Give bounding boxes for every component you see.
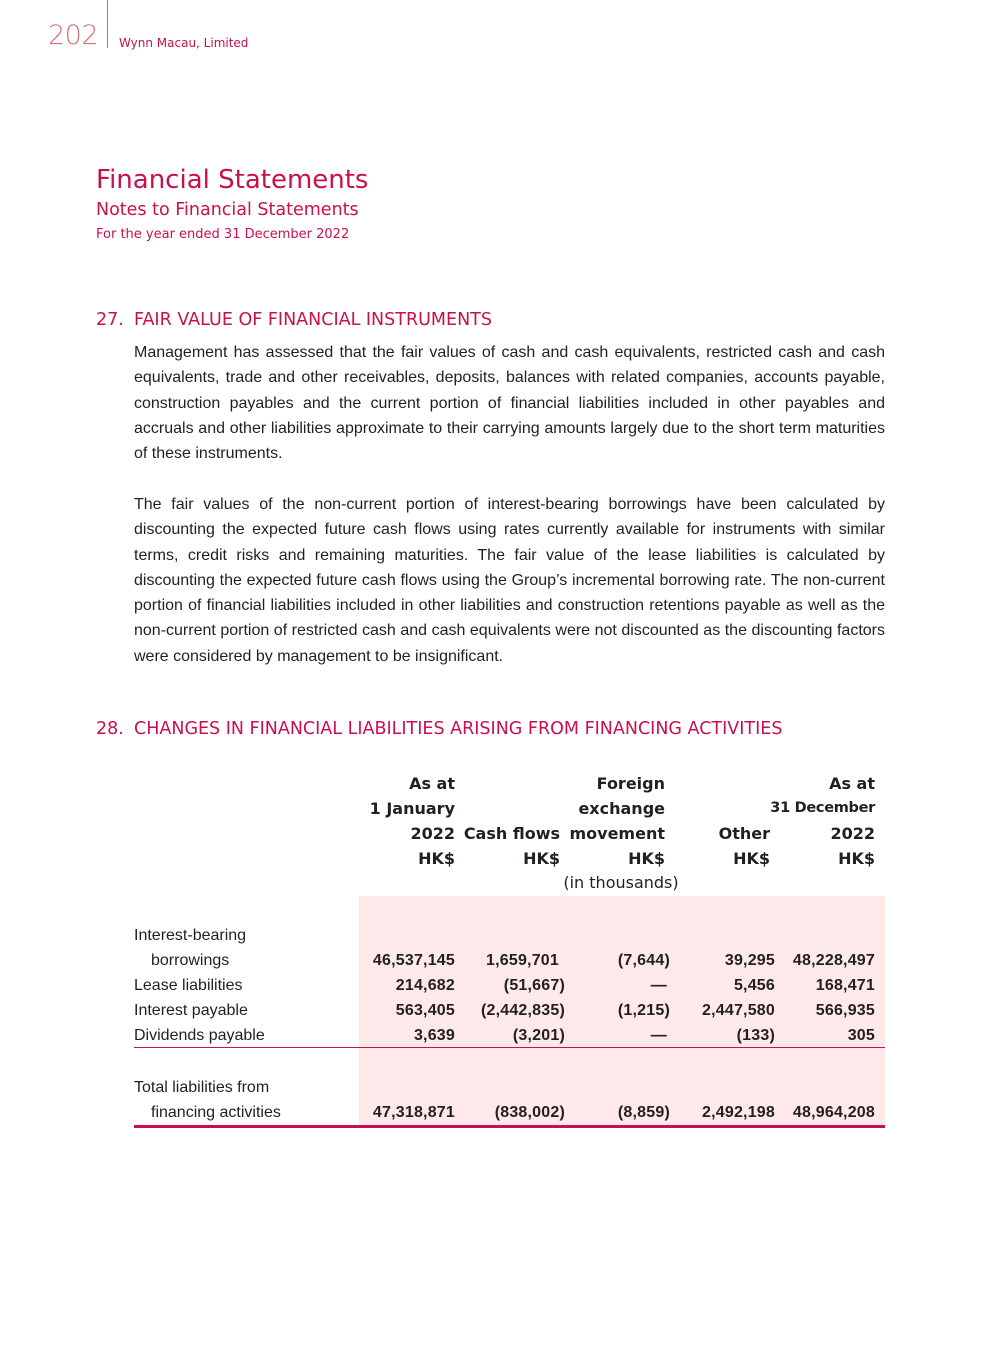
total-other: 2,492,198 bbox=[702, 1104, 775, 1121]
cell-closing: 566,935 bbox=[815, 1002, 875, 1019]
total-fx: (8,859) bbox=[617, 1104, 670, 1121]
header-line: exchange bbox=[578, 799, 665, 818]
section-number: 28. bbox=[96, 719, 124, 739]
header-divider bbox=[107, 0, 108, 48]
column-header-closing-balance bbox=[755, 771, 875, 871]
cell-fx: — bbox=[650, 1027, 667, 1044]
total-rule bbox=[134, 1125, 885, 1128]
page-subtitle: Notes to Financial Statements bbox=[96, 200, 359, 220]
cell-cash-flows: (2,442,835) bbox=[480, 1002, 565, 1019]
row-label: Interest-bearing bbox=[134, 927, 247, 944]
subtotal-rule bbox=[134, 1047, 885, 1048]
cell-other: 39,295 bbox=[724, 952, 775, 969]
cell-other: 2,447,580 bbox=[702, 1002, 775, 1019]
cell-opening: 214,682 bbox=[395, 977, 455, 994]
cell-other: (133) bbox=[736, 1027, 775, 1044]
table-total-row bbox=[134, 1100, 885, 1125]
section-27-heading bbox=[96, 310, 492, 330]
header-line: Foreign bbox=[596, 774, 665, 793]
header-line: HK$ bbox=[523, 849, 560, 868]
section-title: CHANGES IN FINANCIAL LIABILITIES ARISING FROM FINANCING ACTIVITIES bbox=[134, 719, 783, 739]
header-line: As at bbox=[829, 774, 875, 793]
header-line bbox=[455, 796, 560, 821]
section-27-paragraph-1: Management has assessed that the fair values of cash and cash equivalents, restricted cash and cash equivalents, trade and other receivables, deposits, balances with related companies, accounts payable, construction payables and the current portion of financial liabilities included in other payables and accruals and other liabilities approximate to their carrying amounts largely due to the short term maturities of these instruments. bbox=[134, 344, 885, 463]
cell-closing: 48,228,497 bbox=[792, 952, 875, 969]
cell-cash-flows: 1,659,701 bbox=[486, 952, 559, 969]
cell-closing: 305 bbox=[847, 1027, 875, 1044]
page-title: Financial Statements bbox=[96, 165, 369, 195]
total-cash-flows: (838,002) bbox=[494, 1104, 565, 1121]
cell-fx: — bbox=[650, 977, 667, 994]
header-line: Cash flows bbox=[463, 824, 560, 843]
header-line: HK$ bbox=[628, 849, 665, 868]
column-header-cash-flows bbox=[455, 771, 560, 871]
reporting-period: For the year ended 31 December 2022 bbox=[96, 227, 350, 242]
total-label: Total liabilities from bbox=[134, 1079, 270, 1096]
table-row bbox=[134, 973, 885, 998]
unit-note: (in thousands) bbox=[563, 873, 679, 892]
header-line: 31 December bbox=[770, 800, 875, 816]
column-header-foreign-exchange bbox=[560, 771, 665, 871]
table-row bbox=[134, 1023, 885, 1048]
header-line: 2022 bbox=[410, 824, 455, 843]
section-number: 27. bbox=[96, 310, 124, 330]
cell-cash-flows: (51,667) bbox=[503, 977, 565, 994]
row-label: borrowings bbox=[151, 952, 230, 969]
header-line: HK$ bbox=[418, 849, 455, 868]
section-title: FAIR VALUE OF FINANCIAL INSTRUMENTS bbox=[134, 310, 492, 330]
cell-opening: 563,405 bbox=[395, 1002, 455, 1019]
section-28-heading bbox=[96, 719, 782, 739]
cell-fx: (7,644) bbox=[617, 952, 670, 969]
total-closing: 48,964,208 bbox=[792, 1104, 875, 1121]
company-name: Wynn Macau, Limited bbox=[119, 36, 249, 50]
header-line: HK$ bbox=[733, 849, 770, 868]
cell-other: 5,456 bbox=[733, 977, 775, 994]
total-opening: 47,318,871 bbox=[372, 1104, 455, 1121]
cell-cash-flows: (3,201) bbox=[512, 1027, 565, 1044]
header-line: As at bbox=[409, 774, 455, 793]
row-label: Interest payable bbox=[134, 1002, 248, 1019]
header-line: Other bbox=[718, 824, 770, 843]
cell-closing: 168,471 bbox=[815, 977, 875, 994]
table-row-label-continued bbox=[134, 923, 885, 948]
row-label: Lease liabilities bbox=[134, 977, 243, 994]
total-label: financing activities bbox=[151, 1104, 281, 1121]
cell-fx: (1,215) bbox=[617, 1002, 670, 1019]
section-27-paragraph-2: The fair values of the non-current portion of interest-bearing borrowings have been calculated by discounting the expected future cash flows using rates currently available for instruments with similar terms, credit risks and remaining maturities. The fair value of the lease liabilities is calculated by discounting the expected future cash flows using the Group’s incremental borrowing rate. The non-current portion of financial liabilities included in other liabilities and construction retentions payable as well as the non-current portion of restricted cash and cash equivalents were not discounted as the discounting factors were considered by management to be insignificant. bbox=[134, 496, 885, 665]
header-line: 2022 bbox=[830, 824, 875, 843]
table-row bbox=[134, 948, 885, 973]
cell-opening: 3,639 bbox=[413, 1027, 455, 1044]
column-header-opening-balance bbox=[340, 771, 455, 871]
header-line: HK$ bbox=[838, 849, 875, 868]
row-label: Dividends payable bbox=[134, 1027, 265, 1044]
cell-opening: 46,537,145 bbox=[372, 952, 455, 969]
page-number: 202 bbox=[48, 20, 99, 51]
table-row bbox=[134, 998, 885, 1023]
header-line: movement bbox=[569, 824, 665, 843]
header-line: 1 January bbox=[369, 799, 455, 818]
table-total-label-continued bbox=[134, 1075, 885, 1100]
header-line bbox=[455, 771, 560, 796]
